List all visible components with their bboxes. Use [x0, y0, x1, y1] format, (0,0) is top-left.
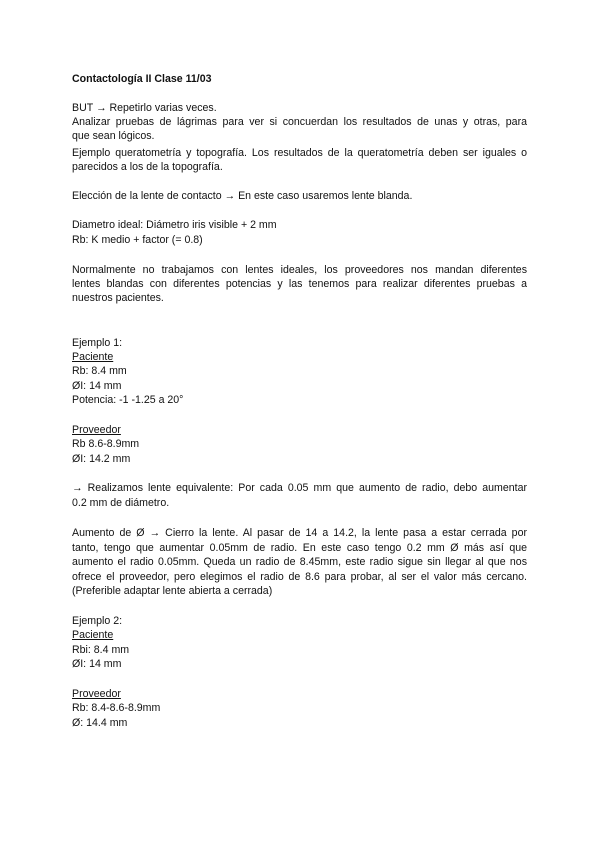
ejemplo2-paciente-rbi: Rbi: 8.4 mm [72, 644, 130, 656]
ejemplo1-paciente-diametro: ØI: 14 mm [72, 380, 122, 392]
ejemplo1-paciente-label: Paciente [72, 351, 114, 363]
eleccion-line: Elección de la lente de contacto → En este caso usaremos lente blanda. [72, 190, 413, 202]
ejemplo2-heading: Ejemplo 2: [72, 615, 123, 627]
ejemplo2-proveedor-rb: Rb: 8.4-8.6-8.9mm [72, 702, 161, 714]
normalmente-line-3: nuestros pacientes. [72, 292, 164, 304]
aumento-line-4: ofrece el proveedor, pero elegimos el radio de 8.6 para probar, al ser el valor más cercano. [72, 571, 527, 583]
ejemplo2-paciente-label: Paciente [72, 629, 114, 641]
ejemplo1-proveedor-rb: Rb 8.6-8.9mm [72, 438, 140, 450]
aumento-line-5: (Preferible adaptar lente abierta a cerrada) [72, 585, 273, 597]
ejemplo1-paciente-potencia: Potencia: -1 -1.25 a 20° [72, 394, 184, 406]
aumento-line-1: Aumento de Ø → Cierro la lente. Al pasar de 14 a 14.2, la lente pasa a estar cerrada por [72, 527, 527, 539]
rb-formula-line: Rb: K medio + factor (= 0.8) [72, 234, 203, 246]
ejemplo2-proveedor-diametro: Ø: 14.4 mm [72, 717, 128, 729]
ejemplo1-proveedor-label: Proveedor [72, 424, 121, 436]
queratometria-line-1: Ejemplo queratometría y topografía. Los resultados de la queratometría deben ser iguales o [72, 147, 527, 159]
ejemplo1-heading: Ejemplo 1: [72, 337, 123, 349]
document-title: Contactología II Clase 11/03 [72, 73, 212, 85]
aumento-line-3: aumento el radio 0.05mm. Queda un radio de 8.45mm, este radio sigue sin llegar al que nos [72, 556, 527, 568]
but-line: BUT → Repetirlo varias veces. [72, 102, 217, 114]
equivalente-line-2: 0.2 mm de diámetro. [72, 497, 170, 509]
ejemplo1-paciente-rb: Rb: 8.4 mm [72, 365, 127, 377]
queratometria-line-2: parecidos a los de la topografía. [72, 161, 223, 173]
normalmente-line-2: lentes blandas con diferentes potencias y las tenemos para realizar diferentes pruebas a [72, 278, 527, 290]
lagrimas-line-2: que sean lógicos. [72, 130, 155, 142]
diametro-ideal-line: Diametro ideal: Diámetro iris visible + 2 mm [72, 219, 277, 231]
lagrimas-line-1: Analizar pruebas de lágrimas para ver si concuerdan los resultados de unas y otras, para [72, 116, 527, 128]
normalmente-line-1: Normalmente no trabajamos con lentes ideales, los proveedores nos mandan diferentes [72, 264, 527, 276]
ejemplo2-proveedor-label: Proveedor [72, 688, 121, 700]
equivalente-line-1: → Realizamos lente equivalente: Por cada 0.05 mm que aumento de radio, debo aumentar [72, 482, 527, 494]
aumento-line-2: tanto, tengo que aumentar 0.05mm de radio. En este caso tengo 0.2 mm Ø más así que [72, 542, 527, 554]
ejemplo2-paciente-diametro: ØI: 14 mm [72, 658, 122, 670]
ejemplo1-proveedor-diametro: ØI: 14.2 mm [72, 453, 131, 465]
